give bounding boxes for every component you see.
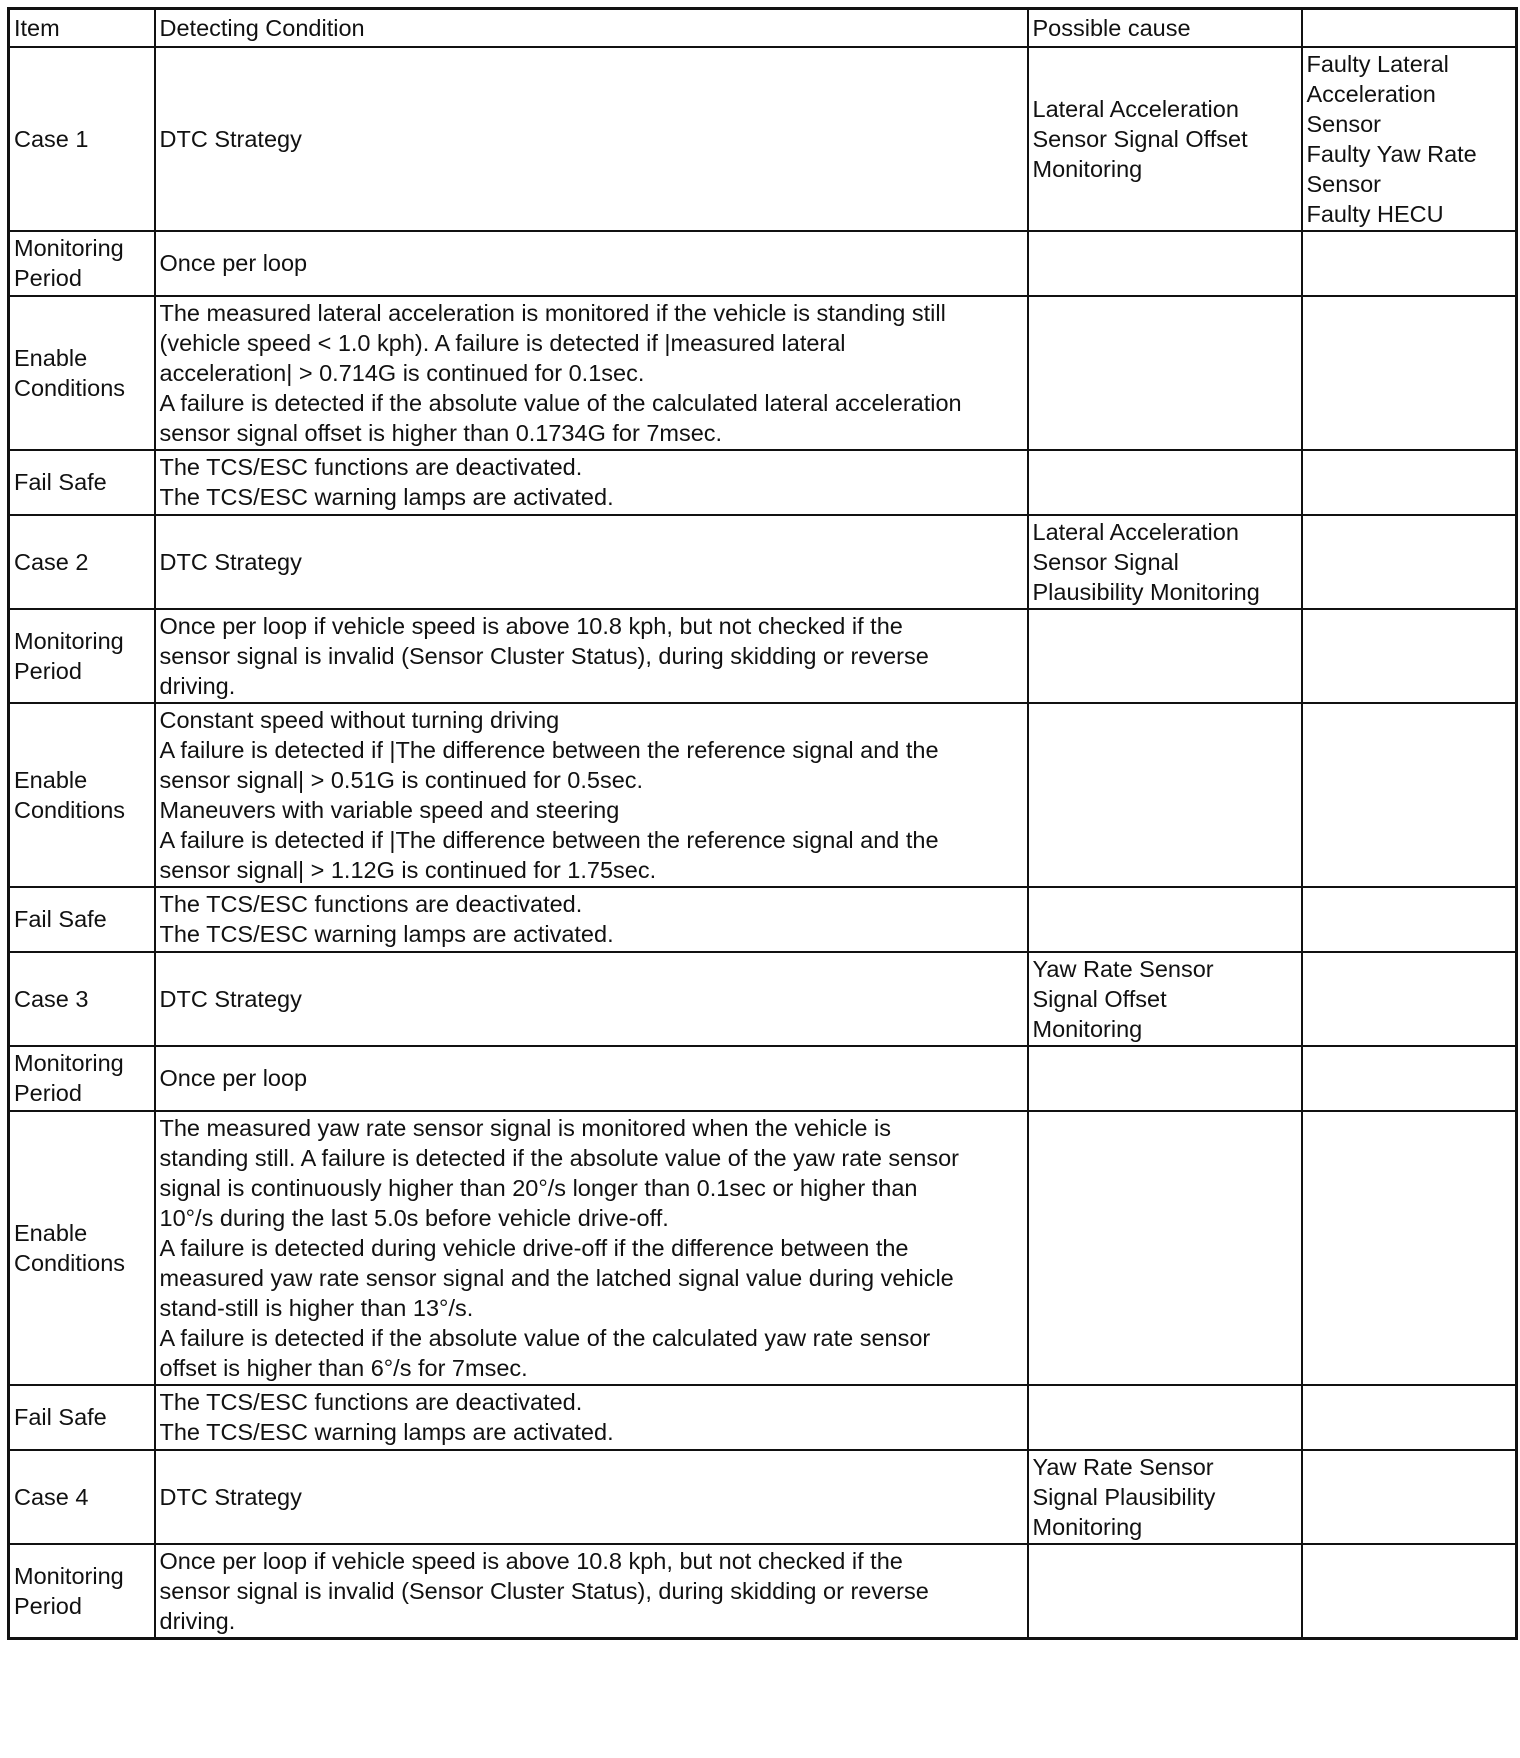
row-extra <box>1302 515 1517 609</box>
row-extra <box>1302 1385 1517 1450</box>
row-extra <box>1302 1111 1517 1385</box>
row-item: Monitoring Period <box>9 1544 155 1639</box>
table-row <box>9 952 1517 1046</box>
row-condition: Constant speed without turning driving A failure is detected if |The difference between the reference signal and the sensor signal| > 0.51G is continued for 0.5sec. Maneuvers with variable speed and steering A failure is detected if |The difference between the reference signal and the sensor signal| > 1.12G is continued for 1.75sec. <box>155 703 1028 887</box>
table-row <box>9 609 1517 703</box>
row-item: Case 3 <box>9 952 155 1046</box>
row-condition: The TCS/ESC functions are deactivated. The TCS/ESC warning lamps are activated. <box>155 450 1028 515</box>
table-row <box>9 515 1517 609</box>
header-item: Item <box>9 9 155 47</box>
row-extra <box>1302 450 1517 515</box>
header-detecting-condition: Detecting Condition <box>155 9 1028 47</box>
row-item: Monitoring Period <box>9 609 155 703</box>
row-possible-cause <box>1028 1111 1302 1385</box>
header-possible-cause: Possible cause <box>1028 9 1302 47</box>
row-item: Case 1 <box>9 47 155 231</box>
row-condition: DTC Strategy <box>155 47 1028 231</box>
row-possible-cause <box>1028 703 1302 887</box>
row-possible-cause <box>1028 231 1302 296</box>
row-item: Monitoring Period <box>9 1046 155 1111</box>
row-item: Enable Conditions <box>9 296 155 450</box>
row-possible-cause: Lateral Acceleration Sensor Signal Offset Monitoring <box>1028 47 1302 231</box>
row-extra <box>1302 296 1517 450</box>
row-item: Case 2 <box>9 515 155 609</box>
row-possible-cause <box>1028 296 1302 450</box>
table-row <box>9 1111 1517 1385</box>
row-possible-cause <box>1028 1046 1302 1111</box>
table-row <box>9 296 1517 450</box>
table-row <box>9 47 1517 231</box>
row-condition: Once per loop <box>155 231 1028 296</box>
row-condition: The measured lateral acceleration is monitored if the vehicle is standing still (vehicle speed < 1.0 kph). A failure is detected if |measured lateral acceleration| > 0.714G is continued for 0.1sec. A failure is detected if the absolute value of the calculated lateral acceleration sensor signal offset is higher than 0.1734G for 7msec. <box>155 296 1028 450</box>
header-extra <box>1302 9 1517 47</box>
table-row <box>9 887 1517 952</box>
row-possible-cause: Yaw Rate Sensor Signal Plausibility Monitoring <box>1028 1450 1302 1544</box>
row-condition: DTC Strategy <box>155 515 1028 609</box>
row-item: Monitoring Period <box>9 231 155 296</box>
row-possible-cause: Yaw Rate Sensor Signal Offset Monitoring <box>1028 952 1302 1046</box>
row-extra <box>1302 952 1517 1046</box>
row-item: Enable Conditions <box>9 703 155 887</box>
row-condition: Once per loop if vehicle speed is above 10.8 kph, but not checked if the sensor signal is invalid (Sensor Cluster Status), during skidding or reverse driving. <box>155 1544 1028 1639</box>
row-possible-cause <box>1028 1544 1302 1639</box>
row-condition: The measured yaw rate sensor signal is monitored when the vehicle is standing still. A failure is detected if the absolute value of the yaw rate sensor signal is continuously higher than 20°/s longer than 0.1sec or higher than 10°/s during the last 5.0s before vehicle drive-off. A failure is detected during vehicle drive-off if the difference between the measured yaw rate sensor signal and the latched signal value during vehicle stand-still is higher than 13°/s. A failure is detected if the absolute value of the calculated yaw rate sensor offset is higher than 6°/s for 7msec. <box>155 1111 1028 1385</box>
row-extra <box>1302 1046 1517 1111</box>
table-row <box>9 703 1517 887</box>
table-row <box>9 450 1517 515</box>
row-extra <box>1302 1450 1517 1544</box>
row-extra <box>1302 887 1517 952</box>
table-row <box>9 1046 1517 1111</box>
row-possible-cause <box>1028 887 1302 952</box>
table-row <box>9 1544 1517 1639</box>
row-condition: Once per loop if vehicle speed is above 10.8 kph, but not checked if the sensor signal is invalid (Sensor Cluster Status), during skidding or reverse driving. <box>155 609 1028 703</box>
row-extra <box>1302 231 1517 296</box>
table-row <box>9 231 1517 296</box>
row-extra <box>1302 1544 1517 1639</box>
row-condition: The TCS/ESC functions are deactivated. The TCS/ESC warning lamps are activated. <box>155 887 1028 952</box>
row-condition: The TCS/ESC functions are deactivated. The TCS/ESC warning lamps are activated. <box>155 1385 1028 1450</box>
row-extra <box>1302 703 1517 887</box>
table-row <box>9 1385 1517 1450</box>
row-item: Case 4 <box>9 1450 155 1544</box>
row-item: Fail Safe <box>9 1385 155 1450</box>
row-condition: DTC Strategy <box>155 952 1028 1046</box>
row-item: Fail Safe <box>9 887 155 952</box>
row-extra: Faulty Lateral Acceleration Sensor Faulty Yaw Rate Sensor Faulty HECU <box>1302 47 1517 231</box>
row-extra <box>1302 609 1517 703</box>
table-header-row <box>9 9 1517 47</box>
row-possible-cause <box>1028 450 1302 515</box>
row-possible-cause: Lateral Acceleration Sensor Signal Plausibility Monitoring <box>1028 515 1302 609</box>
row-possible-cause <box>1028 609 1302 703</box>
row-possible-cause <box>1028 1385 1302 1450</box>
table-row <box>9 1450 1517 1544</box>
row-item: Fail Safe <box>9 450 155 515</box>
row-condition: Once per loop <box>155 1046 1028 1111</box>
row-condition: DTC Strategy <box>155 1450 1028 1544</box>
row-item: Enable Conditions <box>9 1111 155 1385</box>
dtc-detecting-condition-table <box>7 7 1518 1640</box>
